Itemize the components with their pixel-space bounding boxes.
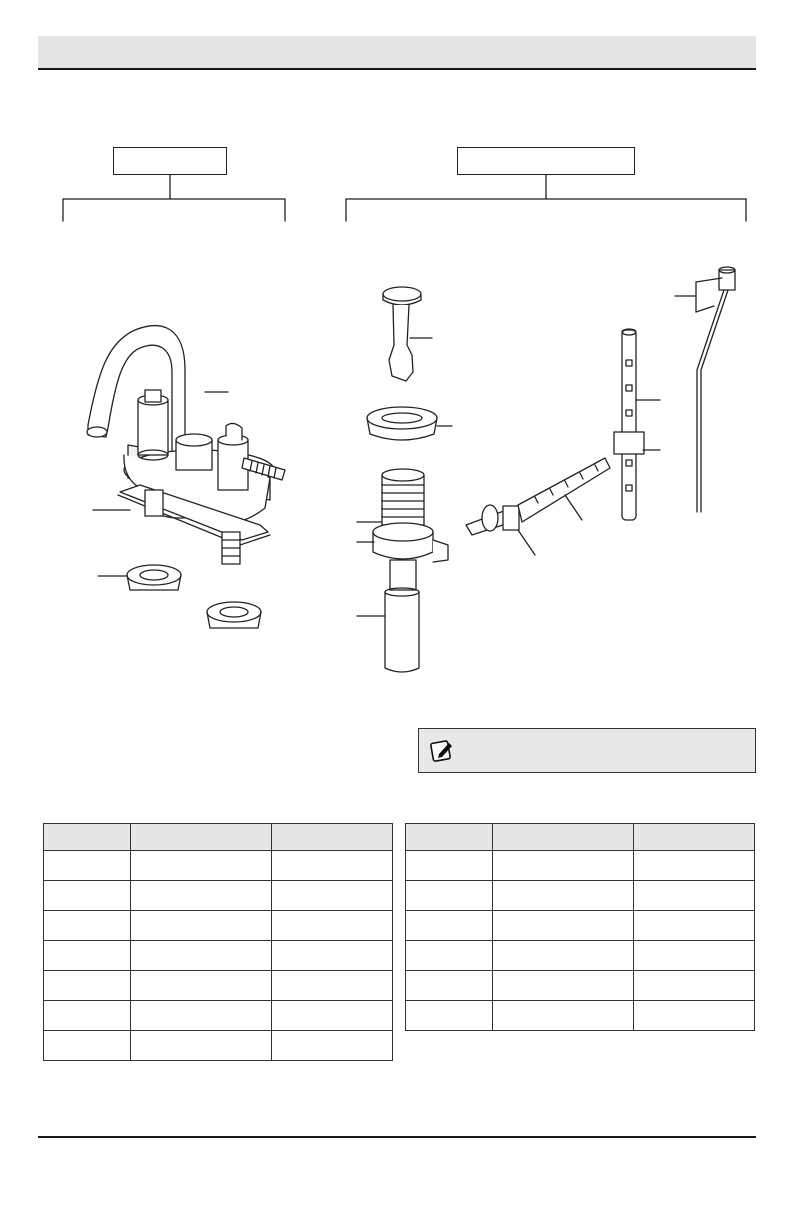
table-cell [272, 911, 393, 941]
table-row [44, 1031, 393, 1061]
table-cell [634, 911, 755, 941]
table-cell [634, 971, 755, 1001]
table-row [406, 851, 755, 881]
table-row [44, 881, 393, 911]
column-header [44, 824, 131, 851]
table-row [406, 1001, 755, 1031]
table-cell [130, 911, 272, 941]
table-cell [272, 1031, 393, 1061]
table-header-row [44, 824, 393, 851]
table-cell [492, 881, 634, 911]
table-cell [492, 971, 634, 1001]
table-cell [492, 1001, 634, 1031]
table-cell [272, 971, 393, 1001]
table-row [406, 941, 755, 971]
column-header [406, 824, 493, 851]
table-cell [44, 1031, 131, 1061]
table-cell [130, 941, 272, 971]
table-cell [492, 851, 634, 881]
table-row [406, 881, 755, 911]
column-header [130, 824, 272, 851]
faucet-bracket [63, 175, 285, 221]
table-row [44, 911, 393, 941]
parts-table-left [43, 823, 393, 1061]
drain-flange-drawing [367, 407, 452, 440]
note-box [418, 728, 756, 773]
lift-rod-drawing [675, 267, 735, 512]
table-cell [272, 851, 393, 881]
table-cell [44, 911, 131, 941]
table-cell [634, 1001, 755, 1031]
pivot-rod-drawing [466, 458, 610, 555]
table-cell [406, 851, 493, 881]
table-row [44, 851, 393, 881]
table-cell [130, 1001, 272, 1031]
table-cell [272, 941, 393, 971]
column-header [492, 824, 634, 851]
table-cell [272, 881, 393, 911]
clevis-strap-drawing [614, 329, 660, 520]
table-cell [406, 881, 493, 911]
table-cell [130, 1031, 272, 1061]
column-header [634, 824, 755, 851]
table-cell [406, 1001, 493, 1031]
table-row [44, 1001, 393, 1031]
table-header-row [406, 824, 755, 851]
table-cell [634, 881, 755, 911]
table-cell [44, 851, 131, 881]
table-cell [130, 971, 272, 1001]
table-cell [406, 971, 493, 1001]
drain-bracket [346, 175, 746, 221]
table-cell [130, 851, 272, 881]
table-row [44, 971, 393, 1001]
faucet-drawing [87, 326, 285, 628]
table-cell [406, 941, 493, 971]
table-cell [492, 941, 634, 971]
table-cell [44, 1001, 131, 1031]
table-cell [44, 971, 131, 1001]
table-cell [44, 941, 131, 971]
table-cell [492, 911, 634, 941]
note-pencil-icon [429, 738, 455, 764]
table-row [44, 941, 393, 971]
footer-rule [38, 1136, 756, 1138]
drain-body-drawing [357, 469, 448, 672]
table-cell [44, 881, 131, 911]
table-cell [406, 911, 493, 941]
parts-table-right [405, 823, 755, 1031]
table-row [406, 911, 755, 941]
table-cell [634, 941, 755, 971]
table-row [406, 971, 755, 1001]
table-cell [130, 881, 272, 911]
table-cell [634, 851, 755, 881]
column-header [272, 824, 393, 851]
drain-stopper-drawing [383, 287, 432, 381]
table-cell [272, 1001, 393, 1031]
